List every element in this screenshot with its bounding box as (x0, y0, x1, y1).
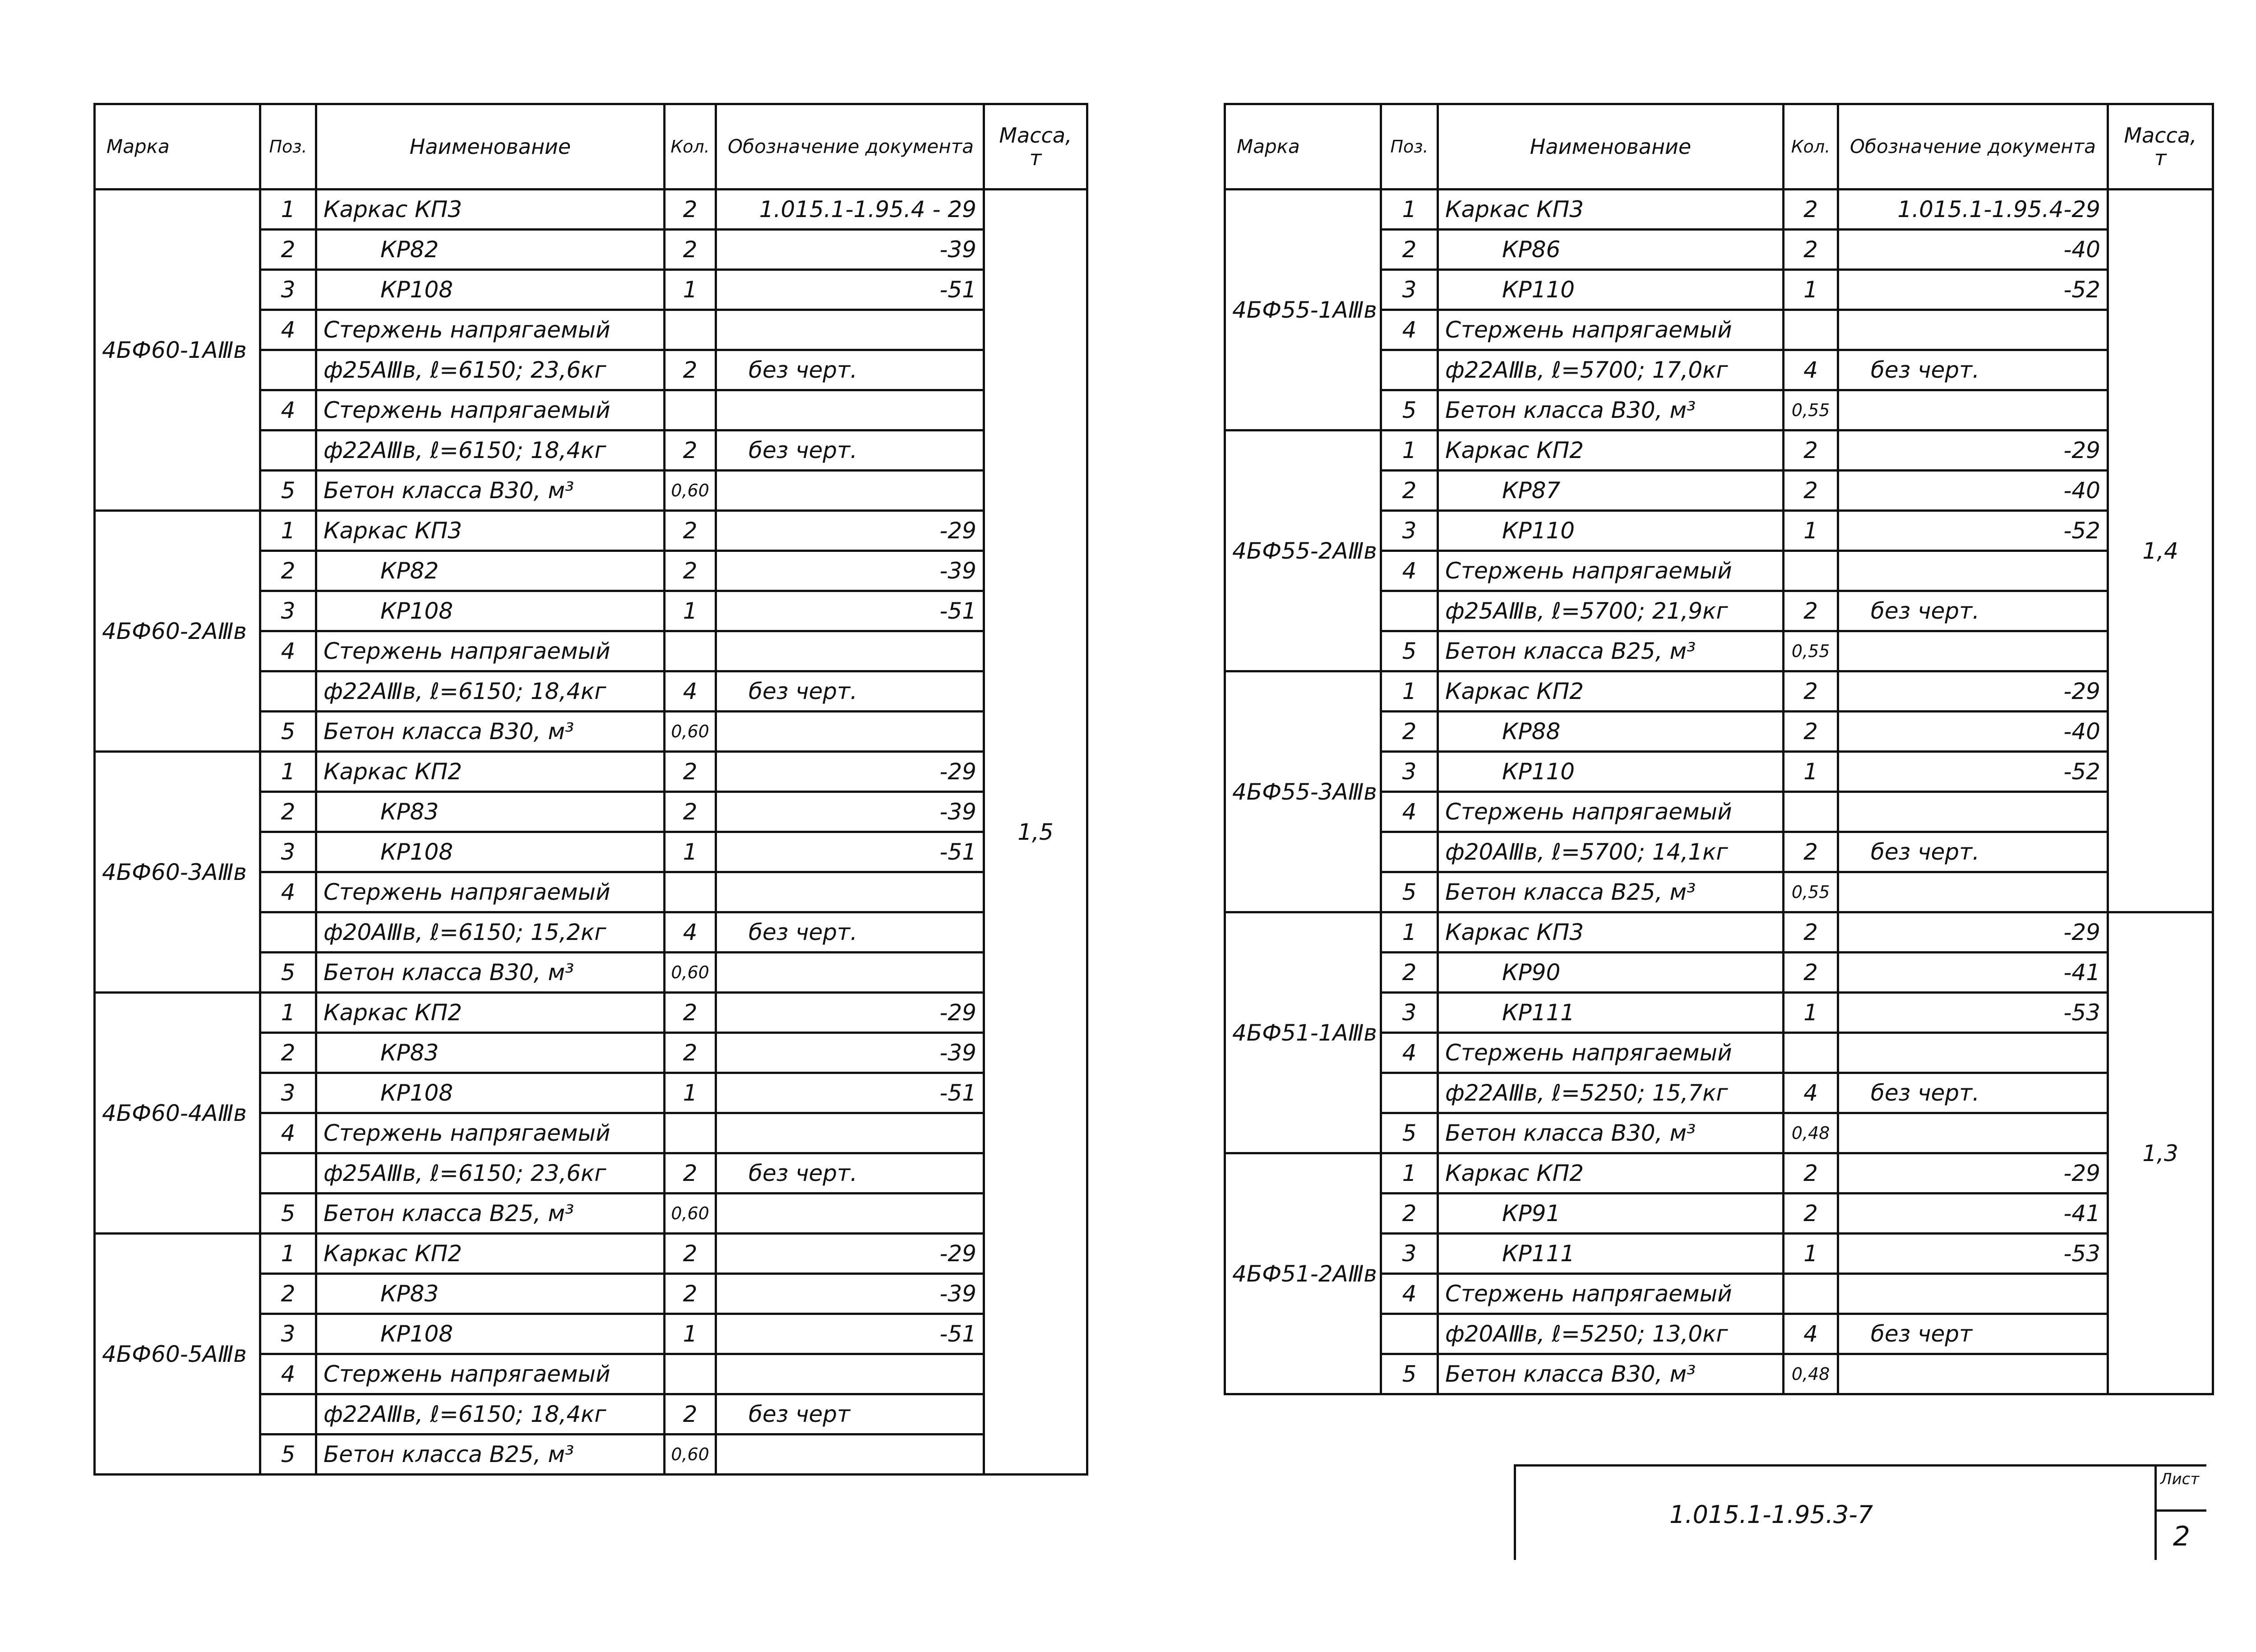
doc-cell: -39 (716, 792, 984, 832)
pos-cell (260, 1153, 316, 1194)
pos-cell: 2 (1381, 712, 1438, 752)
doc-cell: без черт. (716, 430, 984, 471)
pos-cell: 2 (260, 551, 316, 591)
marka-cell: 4БФ51-2АⅢв (1225, 1153, 1381, 1394)
name-cell: Бетон класса В25, м³ (1438, 872, 1784, 912)
qty-cell: 1 (1784, 270, 1838, 310)
qty-cell: 2 (1784, 591, 1838, 631)
pos-cell: 1 (260, 993, 316, 1033)
name-cell: ф25АⅢв, ℓ=6150; 23,6кг (316, 350, 665, 390)
doc-cell: без черт. (716, 350, 984, 390)
qty-cell: 0,55 (1784, 631, 1838, 671)
qty-cell: 1 (1784, 993, 1838, 1033)
pos-cell: 3 (260, 1314, 316, 1354)
qty-cell: 2 (665, 350, 716, 390)
doc-cell: -52 (1838, 511, 2108, 551)
qty-cell: 2 (665, 752, 716, 792)
mass-cell: 1,5 (984, 190, 1087, 1475)
qty-cell: 2 (665, 230, 716, 270)
qty-cell (665, 872, 716, 912)
doc-cell: -53 (1838, 1234, 2108, 1274)
name-cell: КР111 (1438, 993, 1784, 1033)
pos-cell: 5 (260, 1194, 316, 1234)
qty-cell: 2 (665, 1274, 716, 1314)
qty-cell: 1 (1784, 1234, 1838, 1274)
doc-cell (716, 953, 984, 993)
pos-cell: 4 (1381, 1274, 1438, 1314)
table-row (95, 993, 1087, 1033)
pos-cell (1381, 1314, 1438, 1354)
name-cell: Бетон класса В30, м³ (1438, 1113, 1784, 1153)
name-cell: Бетон класса В30, м³ (1438, 1354, 1784, 1394)
col-marka-header: Марка (95, 104, 260, 190)
right-spec-table (1224, 103, 2214, 1395)
doc-cell: -51 (716, 1073, 984, 1113)
doc-cell: без черт. (1838, 1073, 2108, 1113)
title-block (1514, 1464, 2206, 1560)
pos-cell: 2 (260, 1033, 316, 1073)
header-row (1225, 104, 2213, 190)
name-cell: КР82 (316, 551, 665, 591)
name-cell: Бетон класса В30, м³ (316, 471, 665, 511)
qty-cell (665, 1113, 716, 1153)
doc-cell (1838, 1354, 2108, 1394)
pos-cell: 2 (1381, 1194, 1438, 1234)
name-cell: Стержень напрягаемый (1438, 792, 1784, 832)
qty-cell: 2 (665, 1033, 716, 1073)
doc-cell: -39 (716, 551, 984, 591)
pos-cell: 1 (1381, 190, 1438, 230)
col-qty-header: Кол. (665, 104, 716, 190)
doc-cell (716, 1435, 984, 1475)
name-cell: ф22АⅢв, ℓ=5250; 15,7кг (1438, 1073, 1784, 1113)
name-cell: КР90 (1438, 953, 1784, 993)
marka-cell: 4БФ55-1АⅢв (1225, 190, 1381, 430)
table-row (1225, 912, 2213, 953)
table-row (95, 511, 1087, 551)
col-name-header: Наименование (316, 104, 665, 190)
qty-cell: 0,60 (665, 712, 716, 752)
doc-cell: без черт. (716, 1153, 984, 1194)
name-cell: КР88 (1438, 712, 1784, 752)
doc-cell: -29 (1838, 671, 2108, 712)
qty-cell: 2 (1784, 230, 1838, 270)
qty-cell: 2 (1784, 712, 1838, 752)
doc-cell: -52 (1838, 270, 2108, 310)
name-cell: КР108 (316, 832, 665, 872)
doc-cell: без черт. (716, 671, 984, 712)
qty-cell: 0,60 (665, 1435, 716, 1475)
mass-cell: 1,4 (2108, 190, 2213, 912)
name-cell: Бетон класса В25, м³ (316, 1435, 665, 1475)
qty-cell: 2 (665, 551, 716, 591)
name-cell: Бетон класса В25, м³ (1438, 631, 1784, 671)
name-cell: КР83 (316, 1033, 665, 1073)
name-cell: Каркас КП2 (316, 1234, 665, 1274)
qty-cell: 0,55 (1784, 390, 1838, 430)
marka-cell: 4БФ55-2АⅢв (1225, 430, 1381, 671)
pos-cell: 5 (1381, 1113, 1438, 1153)
qty-cell (665, 631, 716, 671)
doc-cell: -39 (716, 1274, 984, 1314)
doc-cell (1838, 390, 2108, 430)
qty-cell: 0,60 (665, 1194, 716, 1234)
qty-cell (665, 310, 716, 350)
name-cell: ф22АⅢв, ℓ=5700; 17,0кг (1438, 350, 1784, 390)
pos-cell (1381, 350, 1438, 390)
doc-cell: -29 (1838, 1153, 2108, 1194)
name-cell: Стержень напрягаемый (316, 1354, 665, 1394)
pos-cell: 5 (260, 712, 316, 752)
pos-cell (260, 912, 316, 953)
qty-cell (665, 1354, 716, 1394)
pos-cell: 3 (1381, 270, 1438, 310)
pos-cell (260, 1394, 316, 1435)
name-cell: КР108 (316, 591, 665, 631)
pos-cell: 1 (1381, 1153, 1438, 1194)
doc-cell: -41 (1838, 1194, 2108, 1234)
doc-cell (716, 1354, 984, 1394)
qty-cell: 1 (1784, 752, 1838, 792)
qty-cell: 2 (1784, 1153, 1838, 1194)
doc-cell: -39 (716, 1033, 984, 1073)
doc-cell: без черт. (716, 912, 984, 953)
qty-cell: 2 (665, 430, 716, 471)
left-spec-table (93, 103, 1088, 1476)
qty-cell: 4 (1784, 350, 1838, 390)
name-cell: Каркас КП2 (1438, 430, 1784, 471)
doc-cell: -40 (1838, 471, 2108, 511)
qty-cell: 2 (1784, 1194, 1838, 1234)
qty-cell: 1 (1784, 511, 1838, 551)
table-row (95, 752, 1087, 792)
pos-cell: 1 (1381, 430, 1438, 471)
name-cell: ф20АⅢв, ℓ=5250; 13,0кг (1438, 1314, 1784, 1354)
table-row (1225, 671, 2213, 712)
name-cell: Бетон класса В25, м³ (316, 1194, 665, 1234)
qty-cell: 1 (665, 1073, 716, 1113)
pos-cell: 3 (1381, 993, 1438, 1033)
pos-cell: 4 (260, 1354, 316, 1394)
qty-cell: 2 (665, 1234, 716, 1274)
pos-cell: 1 (260, 1234, 316, 1274)
doc-cell (716, 1194, 984, 1234)
doc-cell (1838, 792, 2108, 832)
name-cell: КР83 (316, 792, 665, 832)
sheet-box (2154, 1467, 2206, 1560)
table-row (95, 190, 1087, 230)
pos-cell: 2 (1381, 471, 1438, 511)
qty-cell: 2 (1784, 832, 1838, 872)
name-cell: КР110 (1438, 511, 1784, 551)
doc-cell: -52 (1838, 752, 2108, 792)
pos-cell: 3 (260, 832, 316, 872)
name-cell: Стержень напрягаемый (1438, 1274, 1784, 1314)
doc-cell: -29 (1838, 430, 2108, 471)
col-marka-header: Марка (1225, 104, 1381, 190)
qty-cell: 4 (1784, 1073, 1838, 1113)
name-cell: КР83 (316, 1274, 665, 1314)
qty-cell: 0,55 (1784, 872, 1838, 912)
pos-cell: 2 (1381, 230, 1438, 270)
name-cell: КР86 (1438, 230, 1784, 270)
name-cell: Каркас КП2 (1438, 1153, 1784, 1194)
table-row (1225, 1153, 2213, 1194)
table-row (95, 1234, 1087, 1274)
col-doc-header: Обозначение документа (1838, 104, 2108, 190)
qty-cell: 2 (665, 190, 716, 230)
name-cell: Стержень напрягаемый (1438, 310, 1784, 350)
marka-cell: 4БФ60-5АⅢв (95, 1234, 260, 1475)
pos-cell: 1 (260, 511, 316, 551)
col-pos-header: Поз. (260, 104, 316, 190)
header-row (95, 104, 1087, 190)
col-qty-header: Кол. (1784, 104, 1838, 190)
qty-cell: 2 (665, 511, 716, 551)
qty-cell: 2 (1784, 190, 1838, 230)
qty-cell: 2 (665, 993, 716, 1033)
doc-cell: -51 (716, 270, 984, 310)
doc-cell: без черт. (1838, 350, 2108, 390)
name-cell: КР111 (1438, 1234, 1784, 1274)
doc-cell: без черт (716, 1394, 984, 1435)
mass-cell: 1,3 (2108, 912, 2213, 1394)
doc-cell (716, 310, 984, 350)
name-cell: Стержень напрягаемый (316, 1113, 665, 1153)
pos-cell: 4 (260, 310, 316, 350)
sheet-label: Лист (2160, 1470, 2200, 1488)
doc-cell (1838, 631, 2108, 671)
doc-cell (716, 390, 984, 430)
doc-cell: -51 (716, 591, 984, 631)
qty-cell: 4 (665, 912, 716, 953)
name-cell: КР108 (316, 270, 665, 310)
pos-cell: 4 (1381, 792, 1438, 832)
doc-cell (716, 872, 984, 912)
qty-cell: 1 (665, 832, 716, 872)
doc-cell (716, 1113, 984, 1153)
name-cell: Бетон класса В30, м³ (316, 953, 665, 993)
name-cell: Бетон класса В30, м³ (1438, 390, 1784, 430)
table-row (1225, 430, 2213, 471)
doc-cell (716, 471, 984, 511)
name-cell: ф22АⅢв, ℓ=6150; 18,4кг (316, 1394, 665, 1435)
marka-cell: 4БФ60-2АⅢв (95, 511, 260, 752)
pos-cell: 4 (260, 1113, 316, 1153)
pos-cell: 1 (1381, 912, 1438, 953)
name-cell: Стержень напрягаемый (1438, 1033, 1784, 1073)
name-cell: Стержень напрягаемый (316, 631, 665, 671)
doc-cell (1838, 1274, 2108, 1314)
name-cell: Каркас КП2 (1438, 671, 1784, 712)
pos-cell: 1 (260, 752, 316, 792)
pos-cell: 3 (1381, 511, 1438, 551)
name-cell: Каркас КП2 (316, 993, 665, 1033)
marka-cell: 4БФ55-3АⅢв (1225, 671, 1381, 912)
name-cell: Каркас КП2 (316, 752, 665, 792)
pos-cell: 5 (260, 953, 316, 993)
name-cell: Стержень напрягаемый (316, 310, 665, 350)
doc-cell: -29 (716, 993, 984, 1033)
qty-cell: 4 (665, 671, 716, 712)
sheet-number: 2 (2157, 1509, 2206, 1552)
pos-cell: 2 (260, 792, 316, 832)
pos-cell (260, 671, 316, 712)
marka-cell: 4БФ60-3АⅢв (95, 752, 260, 993)
name-cell: КР108 (316, 1314, 665, 1354)
qty-cell: 1 (665, 270, 716, 310)
doc-cell: -53 (1838, 993, 2108, 1033)
doc-cell (1838, 310, 2108, 350)
col-name-header: Наименование (1438, 104, 1784, 190)
marka-cell: 4БФ60-4АⅢв (95, 993, 260, 1234)
pos-cell: 5 (1381, 631, 1438, 671)
pos-cell (1381, 1073, 1438, 1113)
qty-cell: 1 (665, 591, 716, 631)
qty-cell (1784, 1274, 1838, 1314)
document-code: 1.015.1-1.95.3-7 (1669, 1500, 1873, 1529)
name-cell: КР110 (1438, 270, 1784, 310)
qty-cell: 2 (665, 792, 716, 832)
pos-cell: 5 (1381, 390, 1438, 430)
pos-cell: 5 (1381, 1354, 1438, 1394)
doc-cell: 1.015.1-1.95.4-29 (1838, 190, 2108, 230)
pos-cell (1381, 832, 1438, 872)
qty-cell: 2 (1784, 671, 1838, 712)
qty-cell (1784, 310, 1838, 350)
name-cell: КР91 (1438, 1194, 1784, 1234)
qty-cell (665, 390, 716, 430)
doc-cell: без черт (1838, 1314, 2108, 1354)
doc-cell (716, 712, 984, 752)
doc-cell: -41 (1838, 953, 2108, 993)
doc-cell: -51 (716, 832, 984, 872)
pos-cell: 3 (260, 270, 316, 310)
doc-cell (1838, 551, 2108, 591)
qty-cell (1784, 1033, 1838, 1073)
qty-cell: 2 (665, 1394, 716, 1435)
name-cell: Каркас КП3 (1438, 912, 1784, 953)
qty-cell: 2 (1784, 953, 1838, 993)
pos-cell (260, 430, 316, 471)
name-cell: Стержень напрягаемый (316, 390, 665, 430)
pos-cell (1381, 591, 1438, 631)
pos-cell (260, 350, 316, 390)
name-cell: ф20АⅢв, ℓ=5700; 14,1кг (1438, 832, 1784, 872)
qty-cell (1784, 551, 1838, 591)
pos-cell: 4 (1381, 551, 1438, 591)
pos-cell: 4 (1381, 1033, 1438, 1073)
pos-cell: 3 (1381, 752, 1438, 792)
name-cell: ф22АⅢв, ℓ=6150; 18,4кг (316, 430, 665, 471)
name-cell: КР110 (1438, 752, 1784, 792)
pos-cell: 3 (1381, 1234, 1438, 1274)
name-cell: Каркас КП3 (316, 190, 665, 230)
pos-cell: 3 (260, 591, 316, 631)
name-cell: Стержень напрягаемый (316, 872, 665, 912)
marka-cell: 4БФ60-1АⅢв (95, 190, 260, 511)
qty-cell: 0,60 (665, 953, 716, 993)
doc-cell: -40 (1838, 712, 2108, 752)
pos-cell: 1 (260, 190, 316, 230)
name-cell: Бетон класса В30, м³ (316, 712, 665, 752)
name-cell: КР87 (1438, 471, 1784, 511)
name-cell: ф25АⅢв, ℓ=6150; 23,6кг (316, 1153, 665, 1194)
name-cell: ф22АⅢв, ℓ=6150; 18,4кг (316, 671, 665, 712)
qty-cell: 0,48 (1784, 1113, 1838, 1153)
col-mass-header: Масса, т (984, 104, 1087, 190)
doc-cell: без черт. (1838, 591, 2108, 631)
doc-cell (1838, 872, 2108, 912)
doc-cell: -39 (716, 230, 984, 270)
pos-cell: 5 (260, 1435, 316, 1475)
col-pos-header: Поз. (1381, 104, 1438, 190)
qty-cell: 4 (1784, 1314, 1838, 1354)
doc-cell: без черт. (1838, 832, 2108, 872)
doc-cell (1838, 1033, 2108, 1073)
name-cell: ф20АⅢв, ℓ=6150; 15,2кг (316, 912, 665, 953)
name-cell: ф25АⅢв, ℓ=5700; 21,9кг (1438, 591, 1784, 631)
doc-cell: -29 (1838, 912, 2108, 953)
col-doc-header: Обозначение документа (716, 104, 984, 190)
name-cell: Каркас КП3 (1438, 190, 1784, 230)
qty-cell: 0,60 (665, 471, 716, 511)
pos-cell: 4 (1381, 310, 1438, 350)
pos-cell: 1 (1381, 671, 1438, 712)
qty-cell: 2 (1784, 912, 1838, 953)
qty-cell: 2 (1784, 430, 1838, 471)
pos-cell: 5 (1381, 872, 1438, 912)
qty-cell: 2 (1784, 471, 1838, 511)
pos-cell: 2 (260, 1274, 316, 1314)
qty-cell (1784, 792, 1838, 832)
qty-cell: 1 (665, 1314, 716, 1354)
doc-cell (716, 631, 984, 671)
name-cell: КР82 (316, 230, 665, 270)
doc-cell: -29 (716, 1234, 984, 1274)
table-row (1225, 190, 2213, 230)
qty-cell: 2 (665, 1153, 716, 1194)
pos-cell: 4 (260, 390, 316, 430)
doc-cell: -29 (716, 511, 984, 551)
pos-cell: 4 (260, 872, 316, 912)
name-cell: Каркас КП3 (316, 511, 665, 551)
doc-cell (1838, 1113, 2108, 1153)
doc-cell: -29 (716, 752, 984, 792)
pos-cell: 3 (260, 1073, 316, 1113)
pos-cell: 4 (260, 631, 316, 671)
marka-cell: 4БФ51-1АⅢв (1225, 912, 1381, 1153)
pos-cell: 5 (260, 471, 316, 511)
qty-cell: 0,48 (1784, 1354, 1838, 1394)
col-mass-header: Масса, т (2108, 104, 2213, 190)
name-cell: Стержень напрягаемый (1438, 551, 1784, 591)
doc-cell: 1.015.1-1.95.4 - 29 (716, 190, 984, 230)
doc-cell: -40 (1838, 230, 2108, 270)
pos-cell: 2 (260, 230, 316, 270)
pos-cell: 2 (1381, 953, 1438, 993)
name-cell: КР108 (316, 1073, 665, 1113)
doc-cell: -51 (716, 1314, 984, 1354)
